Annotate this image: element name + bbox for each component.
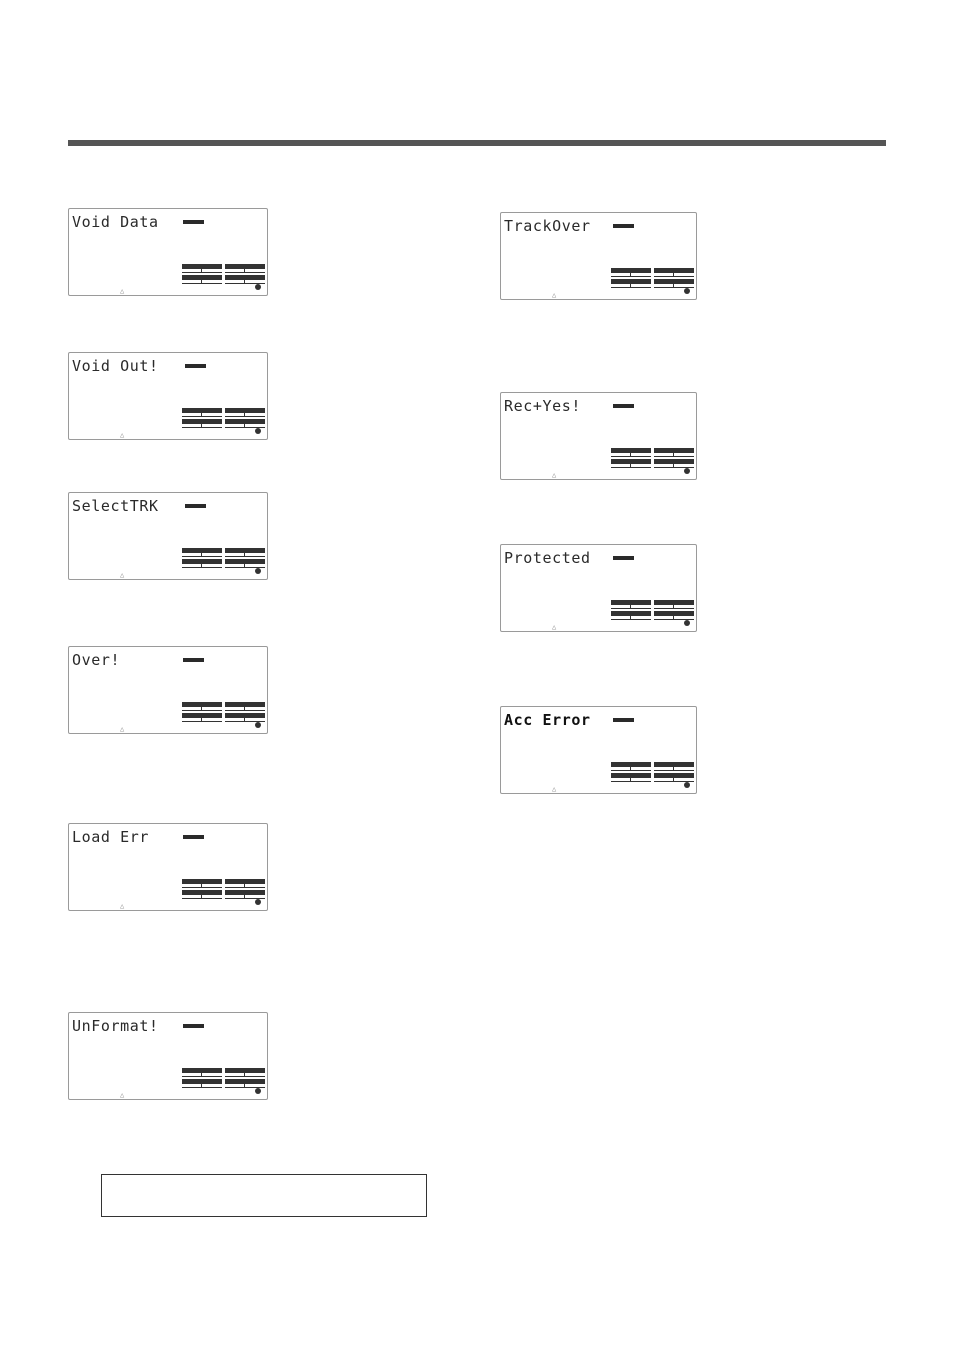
meter-segment [182, 283, 222, 284]
lcd-display-void-data [68, 208, 268, 296]
meter-tick [201, 1073, 202, 1076]
meter-tick [244, 269, 245, 272]
meter-tick [244, 413, 245, 416]
record-dot-icon [684, 782, 690, 788]
meter-tick [201, 424, 202, 427]
meter-segment [182, 548, 222, 553]
meter-tick [630, 273, 631, 276]
meter-tick [630, 605, 631, 608]
meter-block [654, 448, 694, 470]
meter-segment [182, 416, 222, 417]
lcd-display-acc-error [500, 706, 697, 794]
meter-segment [611, 279, 651, 284]
meter-segment [611, 459, 651, 464]
meter-tick [244, 280, 245, 283]
meter-tick [201, 884, 202, 887]
meter-tick [244, 718, 245, 721]
meter-segment [654, 770, 694, 771]
meter-tick [201, 718, 202, 721]
meter-segment [654, 608, 694, 609]
record-dot-icon [255, 899, 261, 905]
meter-segment [182, 887, 222, 888]
meter-segment [611, 467, 651, 468]
lcd-message: Load Err [72, 828, 150, 846]
meter-segment [182, 1076, 222, 1077]
record-dot-icon [255, 722, 261, 728]
meter-segment [654, 268, 694, 273]
lcd-display-unformat [68, 1012, 268, 1100]
meter-segment [182, 419, 222, 424]
meter-segment [225, 264, 265, 269]
meter-segment [225, 275, 265, 280]
meter-segment [225, 272, 265, 273]
lcd-display-load-err [68, 823, 268, 911]
lcd-indicator-bar [613, 224, 634, 228]
record-dot-icon [255, 568, 261, 574]
lcd-message: UnFormat! [72, 1017, 159, 1035]
lcd-indicator-bar [183, 835, 204, 839]
lcd-message: Rec+Yes! [504, 397, 582, 415]
meter-segment [611, 608, 651, 609]
meter-tick [244, 424, 245, 427]
meter-segment [611, 448, 651, 453]
lcd-message: SelectTRK [72, 497, 159, 515]
meter-segment [182, 427, 222, 428]
meter-tick [201, 269, 202, 272]
meter-segment [182, 713, 222, 718]
meter-tick [201, 553, 202, 556]
meter-block [225, 548, 265, 570]
meter-segment [654, 279, 694, 284]
triangle-marker-icon: △ [552, 785, 557, 793]
lcd-message: TrackOver [504, 217, 591, 235]
meter-block [182, 408, 222, 430]
meter-tick [673, 605, 674, 608]
lcd-indicator-bar [183, 658, 204, 662]
meter-block [182, 702, 222, 724]
meter-segment [182, 559, 222, 564]
meter-segment [182, 702, 222, 707]
meter-tick [244, 1084, 245, 1087]
meter-tick [673, 778, 674, 781]
meter-tick [244, 564, 245, 567]
lcd-display-void-out [68, 352, 268, 440]
meter-segment [182, 408, 222, 413]
meter-block [182, 548, 222, 570]
lcd-message: Over! [72, 651, 121, 669]
meter-segment [225, 416, 265, 417]
meter-block [225, 264, 265, 286]
meter-segment [654, 456, 694, 457]
meter-block [611, 762, 651, 784]
meter-block [182, 879, 222, 901]
meter-segment [225, 1076, 265, 1077]
meter-tick [201, 895, 202, 898]
meter-tick [201, 564, 202, 567]
meter-segment [182, 556, 222, 557]
meter-block [611, 268, 651, 290]
meter-tick [673, 767, 674, 770]
meter-segment [182, 890, 222, 895]
meter-segment [182, 898, 222, 899]
record-dot-icon [255, 1088, 261, 1094]
meter-segment [225, 1068, 265, 1073]
meter-segment [611, 268, 651, 273]
triangle-marker-icon: △ [552, 291, 557, 299]
lcd-message: Void Data [72, 213, 159, 231]
meter-segment [225, 559, 265, 564]
meter-segment [225, 408, 265, 413]
meter-block [654, 268, 694, 290]
meter-block [611, 448, 651, 470]
meter-block [225, 1068, 265, 1090]
meter-segment [611, 276, 651, 277]
meter-block [654, 762, 694, 784]
meter-tick [244, 884, 245, 887]
lcd-indicator-bar [185, 504, 206, 508]
triangle-marker-icon: △ [120, 725, 125, 733]
triangle-marker-icon: △ [552, 623, 557, 631]
meter-segment [225, 710, 265, 711]
record-dot-icon [684, 468, 690, 474]
meter-segment [225, 1079, 265, 1084]
triangle-marker-icon: △ [120, 431, 125, 439]
meter-tick [244, 707, 245, 710]
meter-segment [654, 611, 694, 616]
lcd-message: Acc Error [504, 711, 591, 729]
lcd-indicator-bar [613, 718, 634, 722]
meter-segment [182, 275, 222, 280]
record-dot-icon [255, 428, 261, 434]
meter-segment [225, 713, 265, 718]
triangle-marker-icon: △ [120, 902, 125, 910]
meter-segment [182, 1087, 222, 1088]
triangle-marker-icon: △ [120, 287, 125, 295]
meter-block [225, 879, 265, 901]
meter-segment [611, 456, 651, 457]
meter-block [182, 1068, 222, 1090]
meter-segment [654, 762, 694, 767]
meter-segment [182, 710, 222, 711]
lcd-message: Void Out! [72, 357, 159, 375]
record-dot-icon [255, 284, 261, 290]
meter-segment [654, 459, 694, 464]
meter-segment [182, 1068, 222, 1073]
meter-segment [611, 781, 651, 782]
lcd-display-track-over [500, 212, 697, 300]
meter-segment [611, 770, 651, 771]
meter-block [611, 600, 651, 622]
meter-tick [673, 464, 674, 467]
meter-tick [244, 1073, 245, 1076]
meter-segment [182, 879, 222, 884]
lcd-indicator-bar [613, 556, 634, 560]
meter-tick [673, 273, 674, 276]
meter-tick [630, 464, 631, 467]
meter-segment [182, 272, 222, 273]
triangle-marker-icon: △ [120, 571, 125, 579]
meter-segment [182, 567, 222, 568]
meter-tick [244, 895, 245, 898]
meter-segment [225, 890, 265, 895]
meter-segment [654, 448, 694, 453]
meter-block [182, 264, 222, 286]
record-dot-icon [684, 288, 690, 294]
meter-tick [630, 778, 631, 781]
lcd-display-protected [500, 544, 697, 632]
meter-block [225, 408, 265, 430]
meter-segment [654, 773, 694, 778]
lcd-message: Protected [504, 549, 591, 567]
meter-segment [182, 1079, 222, 1084]
meter-segment [611, 773, 651, 778]
meter-tick [673, 284, 674, 287]
meter-tick [630, 284, 631, 287]
meter-segment [225, 702, 265, 707]
meter-segment [611, 600, 651, 605]
meter-tick [673, 453, 674, 456]
meter-segment [225, 887, 265, 888]
lcd-indicator-bar [613, 404, 634, 408]
header-rule [68, 140, 886, 146]
lcd-display-rec-yes [500, 392, 697, 480]
triangle-marker-icon: △ [552, 471, 557, 479]
lcd-display-select-trk [68, 492, 268, 580]
meter-tick [201, 707, 202, 710]
meter-tick [630, 616, 631, 619]
meter-segment [225, 548, 265, 553]
meter-segment [611, 619, 651, 620]
meter-tick [201, 1084, 202, 1087]
meter-tick [630, 453, 631, 456]
meter-segment [654, 600, 694, 605]
triangle-marker-icon: △ [120, 1091, 125, 1099]
meter-block [654, 600, 694, 622]
meter-segment [654, 276, 694, 277]
meter-segment [182, 264, 222, 269]
lcd-indicator-bar [183, 1024, 204, 1028]
meter-tick [673, 616, 674, 619]
meter-segment [225, 419, 265, 424]
meter-segment [182, 721, 222, 722]
lcd-display-over [68, 646, 268, 734]
meter-tick [630, 767, 631, 770]
record-dot-icon [684, 620, 690, 626]
meter-tick [244, 553, 245, 556]
meter-block [225, 702, 265, 724]
meter-segment [225, 556, 265, 557]
meter-segment [611, 287, 651, 288]
meter-segment [611, 762, 651, 767]
lcd-indicator-bar [185, 364, 206, 368]
meter-segment [225, 879, 265, 884]
meter-tick [201, 413, 202, 416]
meter-tick [201, 280, 202, 283]
lcd-indicator-bar [183, 220, 204, 224]
note-box [101, 1174, 427, 1217]
meter-segment [611, 611, 651, 616]
